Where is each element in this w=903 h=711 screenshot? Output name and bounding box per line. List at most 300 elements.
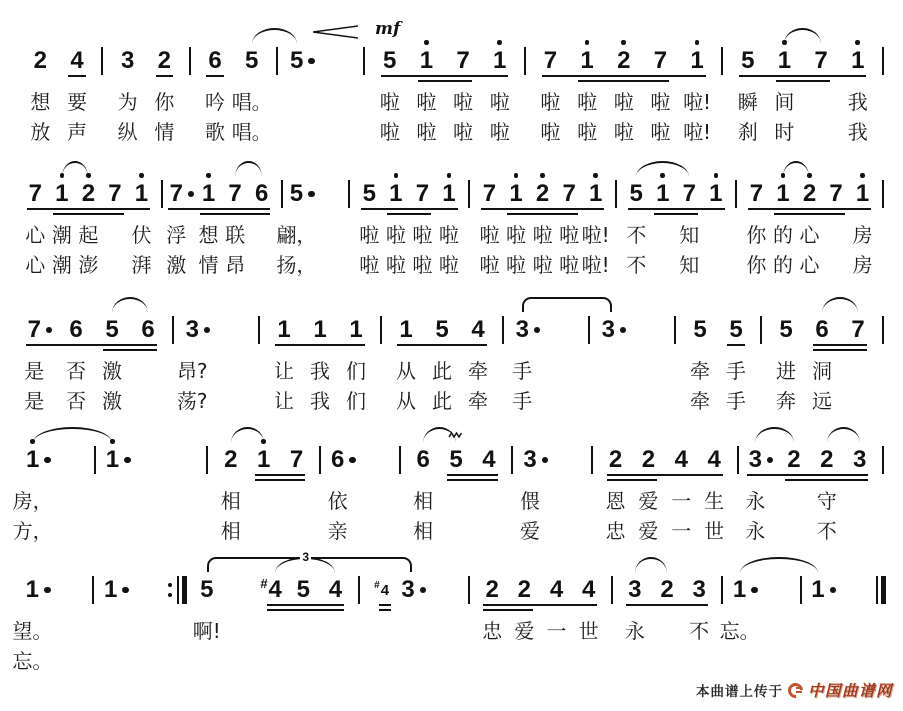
barline xyxy=(374,316,388,344)
lyric-syllable: 我 xyxy=(847,120,868,144)
repeat-end-barline xyxy=(165,576,191,604)
note xyxy=(75,182,102,206)
beam-line xyxy=(607,474,723,476)
note-digit: 7 xyxy=(829,180,843,207)
barline xyxy=(605,576,619,604)
note-digit: 4 xyxy=(471,316,485,343)
note xyxy=(766,49,803,73)
note xyxy=(718,318,754,342)
octave-dot xyxy=(394,173,399,178)
note xyxy=(356,182,383,206)
lyric-syllable: 啦 xyxy=(385,223,406,247)
lyric-syllable: 远 xyxy=(811,389,832,413)
note xyxy=(839,49,876,73)
note-digit: 4 xyxy=(674,446,688,473)
note xyxy=(248,182,275,206)
note xyxy=(573,578,605,602)
note xyxy=(476,182,503,206)
lyric-syllable: 恩 xyxy=(605,489,626,513)
note xyxy=(424,318,460,342)
beam-line xyxy=(267,604,345,606)
beam-line xyxy=(776,80,830,82)
note xyxy=(676,182,703,206)
lyric-syllable: 啦 xyxy=(412,223,433,247)
note xyxy=(59,49,96,73)
barline xyxy=(183,47,197,75)
note-digit: 2 xyxy=(517,576,531,603)
note xyxy=(596,318,632,342)
note-digit: 7 xyxy=(289,446,304,473)
note xyxy=(266,318,302,342)
note xyxy=(100,578,132,602)
lyric-syllable: 忠 xyxy=(605,519,626,543)
lyric-syllable: 啦 xyxy=(416,120,437,144)
note xyxy=(22,578,54,602)
slur xyxy=(231,427,264,443)
barline xyxy=(252,316,266,344)
barline xyxy=(275,180,289,208)
lyric-syllable: 啦 xyxy=(438,223,459,247)
lyric-syllable: 相 xyxy=(220,489,241,513)
note-digit: 3 xyxy=(853,446,867,473)
beam-line xyxy=(381,75,508,77)
note-digit: 1 xyxy=(202,182,215,206)
note xyxy=(94,318,130,342)
note-digit: 7 xyxy=(415,180,430,207)
lyric-syllable: 啦! xyxy=(683,90,712,114)
note-digit: 5 xyxy=(629,180,643,207)
lyric-syllable: 啦 xyxy=(540,90,561,114)
note-digit: 7 xyxy=(28,180,42,207)
note-digit: 4 xyxy=(380,581,390,599)
lyric-syllable: 心 xyxy=(799,253,820,277)
note-digit: 6 xyxy=(254,180,269,207)
note xyxy=(810,448,843,472)
note-digit: 7 xyxy=(851,316,865,343)
lyric-syllable: 扬， xyxy=(276,253,317,277)
note xyxy=(623,182,650,206)
beam-line xyxy=(607,479,657,481)
lyric-syllable: 忘。 xyxy=(719,619,760,643)
lyric-syllable: 相 xyxy=(220,519,241,543)
note-digit: 2 xyxy=(803,182,816,206)
barline xyxy=(729,180,743,208)
note-digit: 4 xyxy=(707,446,721,473)
note-digit: 2 xyxy=(787,446,801,473)
augmentation-dot xyxy=(767,457,774,464)
note xyxy=(319,578,351,602)
note-digit: 1 xyxy=(277,316,291,343)
lyric-syllable: 手 xyxy=(512,359,533,383)
lyric-syllable: 忘。 xyxy=(12,649,53,673)
beam-line xyxy=(785,479,868,481)
lyric-syllable: 你 xyxy=(154,90,175,114)
repeat-dots xyxy=(168,583,172,597)
note-digit: 2 xyxy=(224,446,238,473)
lyric-syllable: 知 xyxy=(679,253,700,277)
note-digit: 1 xyxy=(25,576,40,603)
beam-line xyxy=(447,474,497,476)
lyric-syllable: 啦 xyxy=(540,120,561,144)
lyric-syllable: 房 xyxy=(852,253,873,277)
note xyxy=(823,182,850,206)
note xyxy=(109,49,146,73)
lyric-syllable: 啦 xyxy=(379,120,400,144)
lyric-syllable: 们 xyxy=(345,359,366,383)
crescendo-hairpin-icon xyxy=(313,25,358,44)
note-digit: 1 xyxy=(509,182,522,206)
slur xyxy=(822,297,858,313)
note xyxy=(280,448,313,472)
barline xyxy=(582,316,596,344)
lyric-syllable: 从 xyxy=(395,359,416,383)
note xyxy=(476,578,508,602)
note xyxy=(605,49,642,73)
note-digit: 1 xyxy=(399,316,413,343)
lyric-syllable: 永 xyxy=(745,489,766,513)
beam-line xyxy=(379,604,391,606)
slur xyxy=(112,297,148,313)
lyric-syllable: 啦 xyxy=(438,253,459,277)
beam-line xyxy=(267,609,345,611)
lyric-syllable: 啦 xyxy=(479,253,500,277)
barline xyxy=(342,180,356,208)
note-digit: 2 xyxy=(485,576,499,603)
note xyxy=(529,182,556,206)
barline xyxy=(88,446,102,474)
lyric-syllable: 昂? xyxy=(176,359,208,383)
slur xyxy=(827,427,860,443)
note-digit: 7 xyxy=(814,47,828,74)
qupu-site-logo-icon xyxy=(788,683,803,698)
note xyxy=(778,448,811,472)
lyric-syllable: 啦 xyxy=(489,120,510,144)
lyric-syllable: 时 xyxy=(774,120,795,144)
lyric-syllable: 啦 xyxy=(453,120,474,144)
note-digit: 5 xyxy=(289,47,304,74)
note-digit: 2 xyxy=(157,47,172,74)
lyric-syllable: 的 xyxy=(772,223,793,247)
lyric-syllable: 翩， xyxy=(276,223,317,247)
octave-dot xyxy=(497,40,502,45)
note xyxy=(383,182,410,206)
note xyxy=(849,182,876,206)
slur xyxy=(635,557,667,573)
beam-line xyxy=(748,208,872,210)
lyric-syllable: 相 xyxy=(413,489,434,513)
augmentation-dot xyxy=(534,327,541,334)
lyric-syllable: 啦 xyxy=(479,223,500,247)
slur xyxy=(783,161,810,177)
lyric-syllable: 我 xyxy=(847,90,868,114)
note xyxy=(510,318,546,342)
augmentation-dot xyxy=(830,587,837,594)
note xyxy=(22,448,55,472)
note-digit: 5 xyxy=(362,180,376,207)
lyric-syllable: 们 xyxy=(345,389,366,413)
barline xyxy=(352,576,366,604)
lyric-syllable: 心 xyxy=(25,223,46,247)
octave-dot xyxy=(695,40,700,45)
barline xyxy=(731,446,745,474)
lyric-syllable: 的 xyxy=(772,253,793,277)
sharp-accidental: # xyxy=(260,575,268,591)
beam-line xyxy=(747,474,869,476)
note xyxy=(407,448,440,472)
augmentation-dot xyxy=(751,587,758,594)
octave-dot xyxy=(447,173,452,178)
augmentation-dot xyxy=(349,457,356,464)
note xyxy=(808,578,840,602)
barline xyxy=(86,576,100,604)
note xyxy=(195,182,222,206)
note-digit: 5 xyxy=(779,316,793,343)
lyric-syllable: 望。 xyxy=(12,619,53,643)
beam-line xyxy=(774,213,844,215)
note-digit: 1 xyxy=(580,49,593,73)
note xyxy=(146,49,183,73)
note xyxy=(388,318,424,342)
slur xyxy=(423,427,456,443)
lyric-syllable: 世 xyxy=(578,619,599,643)
lyric-syllable: 啦 xyxy=(385,253,406,277)
lyric-syllable: 激 xyxy=(101,389,122,413)
note xyxy=(729,49,766,73)
note-digit: 1 xyxy=(709,182,722,206)
note xyxy=(796,182,823,206)
beam-line xyxy=(156,75,173,77)
lyric-syllable: 牵 xyxy=(689,389,710,413)
note xyxy=(102,448,135,472)
note-digit: 2 xyxy=(660,576,674,603)
barline xyxy=(166,316,180,344)
note xyxy=(338,318,374,342)
note-digit: 6 xyxy=(815,316,829,343)
lyric-syllable: 忠 xyxy=(482,619,503,643)
note xyxy=(460,318,496,342)
lyric-syllable: 此 xyxy=(431,359,452,383)
augmentation-dot xyxy=(308,191,315,198)
note xyxy=(503,182,530,206)
note-digit: 5 xyxy=(741,47,755,74)
note-digit: 4 xyxy=(581,576,596,603)
system-2 xyxy=(22,153,890,285)
note-digit: 7 xyxy=(108,180,122,207)
beam-line xyxy=(255,474,305,476)
note-digit: 3 xyxy=(515,316,529,343)
note-digit: 1 xyxy=(811,576,825,603)
beam-line xyxy=(813,349,866,351)
lyric-syllable: 不 xyxy=(816,519,837,543)
beam-line xyxy=(418,80,472,82)
system-5 xyxy=(12,549,890,681)
beam-line xyxy=(654,213,698,215)
note xyxy=(540,578,572,602)
lyric-syllable: 进 xyxy=(775,359,796,383)
augmentation-dot xyxy=(44,587,51,594)
note xyxy=(130,318,166,342)
lyric-syllable: 啦 xyxy=(613,120,634,144)
slur xyxy=(755,427,794,443)
note xyxy=(481,49,518,73)
lyric-syllable: 爱 xyxy=(638,489,659,513)
tie xyxy=(252,28,297,44)
note-digit: 6 xyxy=(141,316,155,343)
note-digit: 7 xyxy=(543,47,558,74)
lyric-syllable: 让 xyxy=(273,389,294,413)
lyric-syllable: 啦! xyxy=(581,253,610,277)
note-digit: 3 xyxy=(121,47,135,74)
barline xyxy=(505,446,519,474)
lyric-syllable: 要 xyxy=(67,90,87,114)
lyric-syllable: 啦 xyxy=(577,120,598,144)
lyric-syllable: 是 xyxy=(24,359,45,383)
note-digit: 3 xyxy=(185,316,199,343)
lyric-syllable: 唱。 xyxy=(231,90,272,114)
note-digit: 1 xyxy=(135,182,148,206)
note xyxy=(665,448,698,472)
slur xyxy=(636,161,689,177)
augmentation-dot xyxy=(620,327,627,334)
barline xyxy=(313,446,327,474)
note-digit: 2 xyxy=(33,47,48,74)
lyric-syllable: 否 xyxy=(65,389,86,413)
note-digit: 7 xyxy=(562,180,576,207)
note-digit: 3 xyxy=(523,446,537,473)
lyric-syllable: 一 xyxy=(546,619,567,643)
system-4 xyxy=(12,419,890,551)
lyric-syllable: 情 xyxy=(154,120,175,144)
lyric-syllable: 想 xyxy=(30,90,51,114)
note xyxy=(532,49,569,73)
lyric-syllable: 是 xyxy=(24,389,45,413)
note xyxy=(632,448,665,472)
lyric-syllable: 啦 xyxy=(359,253,380,277)
barline xyxy=(715,47,729,75)
lyric-syllable: 荡? xyxy=(176,389,208,413)
barline xyxy=(715,576,729,604)
barline xyxy=(876,47,890,75)
lyric-syllable: 放 xyxy=(30,120,51,144)
note-digit: 3 xyxy=(748,446,762,473)
lyric-syllable: 激 xyxy=(166,253,187,277)
lyric-syllable: 伏 xyxy=(131,223,152,247)
beam-line xyxy=(739,75,866,77)
note xyxy=(222,182,249,206)
note xyxy=(197,49,234,73)
tie xyxy=(522,297,612,312)
note-digit: 7 xyxy=(169,180,183,207)
augmentation-dot xyxy=(542,457,549,464)
note-digit: 1 xyxy=(442,182,455,206)
note xyxy=(599,448,632,472)
note xyxy=(651,578,683,602)
lyric-syllable: 瞬 xyxy=(737,90,758,114)
note xyxy=(436,182,463,206)
note xyxy=(409,182,436,206)
note xyxy=(247,448,280,472)
augmentation-dot xyxy=(188,191,195,198)
slur xyxy=(62,161,89,177)
note-digit: 2 xyxy=(641,446,656,473)
tie xyxy=(740,557,818,573)
barline xyxy=(754,316,768,344)
beam-line xyxy=(481,208,605,210)
note xyxy=(214,448,247,472)
note xyxy=(440,448,473,472)
octave-dot xyxy=(593,173,598,178)
lyric-syllable: 啦 xyxy=(559,223,580,247)
note xyxy=(233,49,270,73)
note xyxy=(327,448,360,472)
lyric-syllable: 啦 xyxy=(379,90,400,114)
note-digit: 1 xyxy=(776,182,789,206)
note-digit: 5 xyxy=(105,316,119,343)
barline xyxy=(462,576,476,604)
note xyxy=(804,318,840,342)
note-digit: 4 xyxy=(268,576,282,603)
lyric-syllable: 昂 xyxy=(225,253,246,277)
note xyxy=(683,578,715,602)
lyric-syllable: 间 xyxy=(774,90,795,114)
augmentation-dot xyxy=(420,587,427,594)
lyric-syllable: 亲 xyxy=(327,519,348,543)
lyric-syllable: 我 xyxy=(309,359,330,383)
beam-line xyxy=(53,213,123,215)
note-digit: 1 xyxy=(732,576,747,603)
slur xyxy=(784,28,821,44)
footer-credit xyxy=(696,679,893,701)
lyric-syllable: 啦 xyxy=(613,90,634,114)
note-digit: 1 xyxy=(349,316,363,343)
note-digit: 1 xyxy=(420,49,433,73)
lyric-syllable: 啦 xyxy=(577,90,598,114)
barline xyxy=(357,47,371,75)
note-digit: 1 xyxy=(106,448,119,472)
note xyxy=(745,448,778,472)
note-digit: 5 xyxy=(200,576,214,603)
lyric-syllable: 奔 xyxy=(775,389,796,413)
lyric-syllable: 房 xyxy=(852,223,873,247)
note-digit: 1 xyxy=(856,182,869,206)
octave-dot xyxy=(860,173,865,178)
augmentation-dot xyxy=(122,587,129,594)
note-digit: 5 xyxy=(449,448,462,472)
lyric-syllable: 啦 xyxy=(559,253,580,277)
note xyxy=(840,318,876,342)
note-digit: 4 xyxy=(482,446,496,473)
lyric-syllable: 啦 xyxy=(506,223,527,247)
barline xyxy=(270,47,284,75)
octave-dot xyxy=(514,173,519,178)
lyric-syllable: 不 xyxy=(689,619,710,643)
note-digit: 6 xyxy=(69,316,83,343)
lyric-syllable: 守 xyxy=(816,489,837,513)
note xyxy=(619,578,651,602)
lyric-syllable: 啦 xyxy=(416,90,437,114)
lyric-syllable: 为 xyxy=(117,90,138,114)
lyric-syllable: 依 xyxy=(327,489,348,513)
note xyxy=(22,318,58,342)
note-digit: 1 xyxy=(104,576,118,603)
octave-dot xyxy=(585,40,590,45)
lyric-syllable: 潮 xyxy=(51,253,72,277)
note xyxy=(398,578,430,602)
note-digit: 1 xyxy=(690,49,703,73)
beam-line xyxy=(397,344,486,346)
octave-dot xyxy=(621,40,626,45)
lyric-syllable: 浮 xyxy=(166,223,187,247)
